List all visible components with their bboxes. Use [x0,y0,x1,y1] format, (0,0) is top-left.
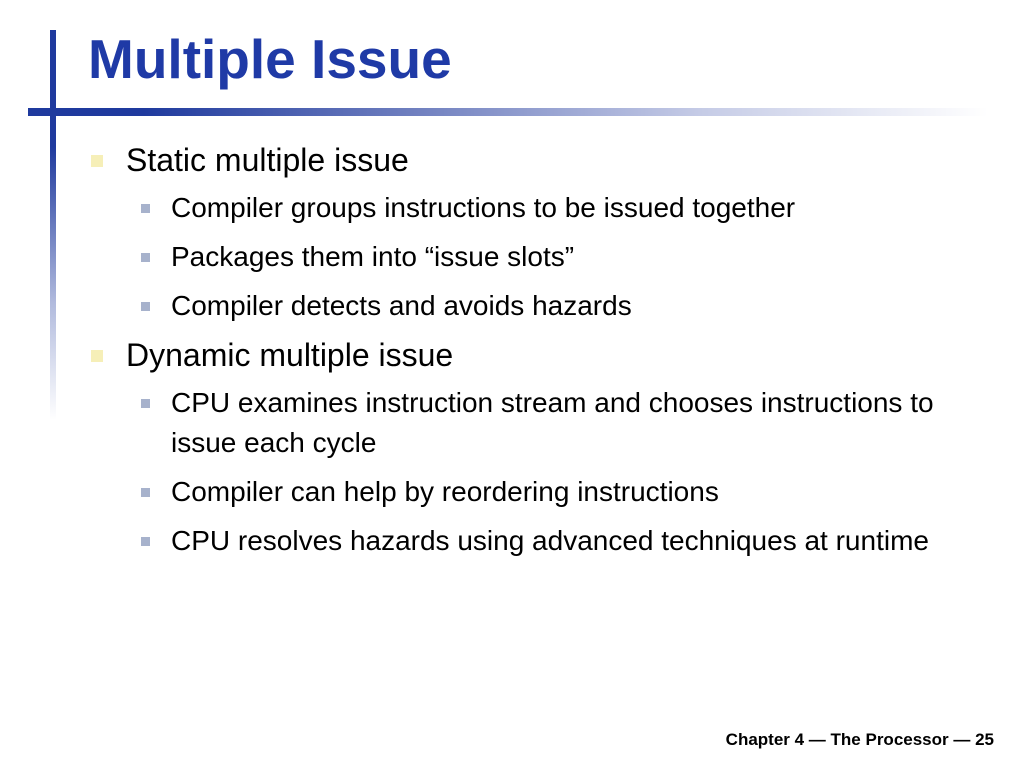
square-bullet-icon [141,253,150,262]
square-bullet-icon [141,302,150,311]
slide-content [0,134,1000,570]
bullet-text: Compiler can help by reordering instructions [171,476,719,507]
square-bullet-icon [91,155,103,167]
slide-title: Multiple Issue [88,28,452,90]
square-bullet-icon [141,204,150,213]
bullet-level1-static [0,140,1000,180]
bullet-text: CPU resolves hazards using advanced techniques at runtime [171,525,929,556]
bullet-level2 [0,472,1000,512]
bullet-text: Dynamic multiple issue [126,337,454,373]
square-bullet-icon [141,488,150,497]
bullet-level2 [0,286,1000,326]
bullet-text: CPU examines instruction stream and chooses instructions to issue each cycle [171,387,934,458]
bullet-level1-dynamic [0,335,1000,375]
square-bullet-icon [141,399,150,408]
bullet-text: Static multiple issue [126,142,409,178]
square-bullet-icon [141,537,150,546]
title-horizontal-accent-bar [28,108,988,116]
bullet-level2 [0,188,1000,228]
bullet-text: Compiler groups instructions to be issued together [171,192,796,223]
square-bullet-icon [91,350,103,362]
bullet-text: Compiler detects and avoids hazards [171,290,632,321]
slide-footer: Chapter 4 — The Processor — 25 [725,730,994,749]
bullet-level2 [0,237,1000,277]
bullet-level2 [0,521,1000,561]
bullet-level2 [0,383,1000,463]
bullet-text: Packages them into “issue slots” [171,241,575,272]
